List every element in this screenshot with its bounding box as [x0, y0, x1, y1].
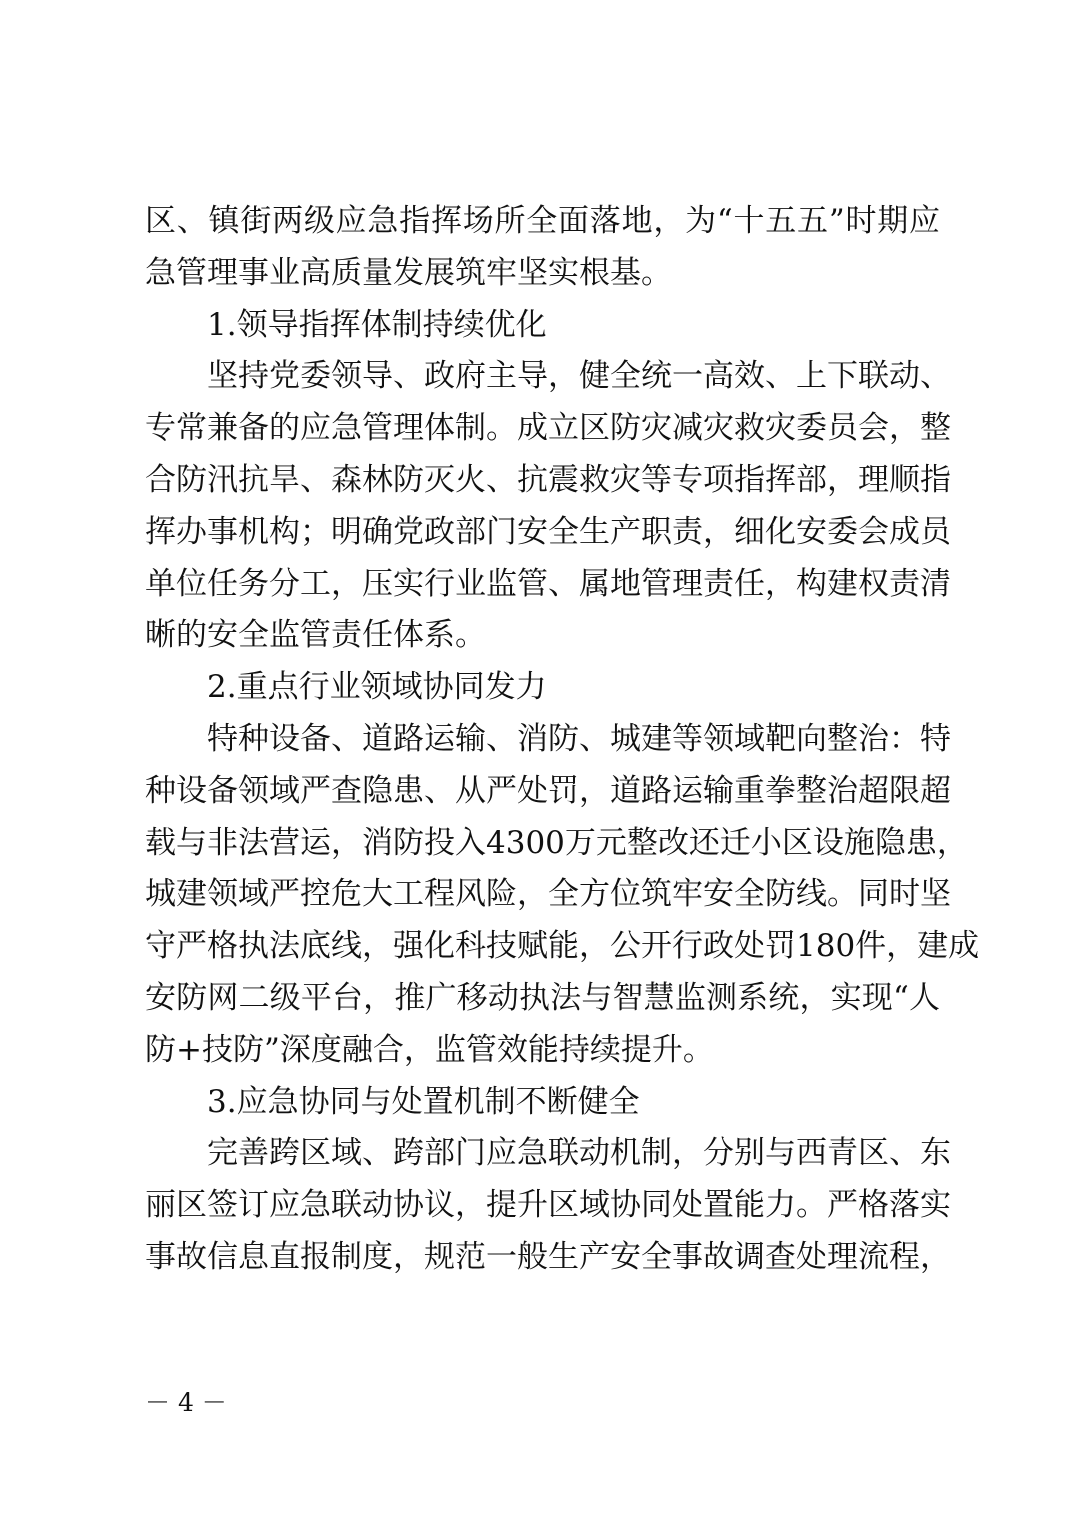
section-heading: 3.应急协同与处置机制不断健全 [207, 1083, 640, 1120]
paragraph-line: 城建领域严控危大工程风险，全方位筑牢安全防线。同时坚 [145, 876, 951, 913]
paragraph-line: 专常兼备的应急管理体制。成立区防灾减灾救灾委员会，整 [145, 410, 951, 447]
paragraph-line: 合防汛抗旱、森林防灭火、抗震救灾等专项指挥部，理顺指 [145, 461, 951, 498]
paragraph-line: 挥办事机构；明确党政部门安全生产职责，细化安委会成员 [145, 513, 951, 550]
paragraph-line: 区、镇街两级应急指挥场所全面落地，为“十五五”时期应 [145, 203, 940, 239]
paragraph-line: 坚持党委领导、政府主导，健全统一高效、上下联动、 [207, 358, 951, 395]
paragraph-line: 单位任务分工，压实行业监管、属地管理责任，构建权责清 [145, 565, 951, 602]
paragraph-line: 防+技防”深度融合，监管效能持续提升。 [145, 1031, 714, 1068]
paragraph-line: 晰的安全监管责任体系。 [145, 617, 486, 654]
paragraph-line: 安防网二级平台，推广移动执法与智慧监测系统，实现“人 [145, 979, 940, 1016]
body-text [145, 196, 980, 1284]
section-heading: 2.重点行业领域协同发力 [207, 669, 547, 706]
paragraph-line: 急管理事业高质量发展筑牢坚实根基。 [145, 254, 672, 291]
paragraph-line: 守严格执法底线，强化科技赋能，公开行政处罚180件，建成 [145, 928, 980, 965]
paragraph-line: 丽区签订应急联动协议，提升区域协同处置能力。严格落实 [145, 1187, 951, 1224]
paragraph-line: 完善跨区域、跨部门应急联动机制，分别与西青区、东 [207, 1135, 951, 1172]
section-heading: 1.领导指挥体制持续优化 [207, 306, 547, 343]
paragraph-line: 特种设备、道路运输、消防、城建等领域靶向整治：特 [207, 720, 951, 757]
paragraph-line: 种设备领域严查隐患、从严处罚，道路运输重拳整治超限超 [145, 772, 951, 809]
page-number: － 4 － [145, 1388, 227, 1417]
paragraph-line: 载与非法营运，消防投入4300万元整改还迁小区设施隐患， [145, 824, 968, 861]
paragraph-line: 事故信息直报制度，规范一般生产安全事故调查处理流程， [145, 1238, 951, 1275]
